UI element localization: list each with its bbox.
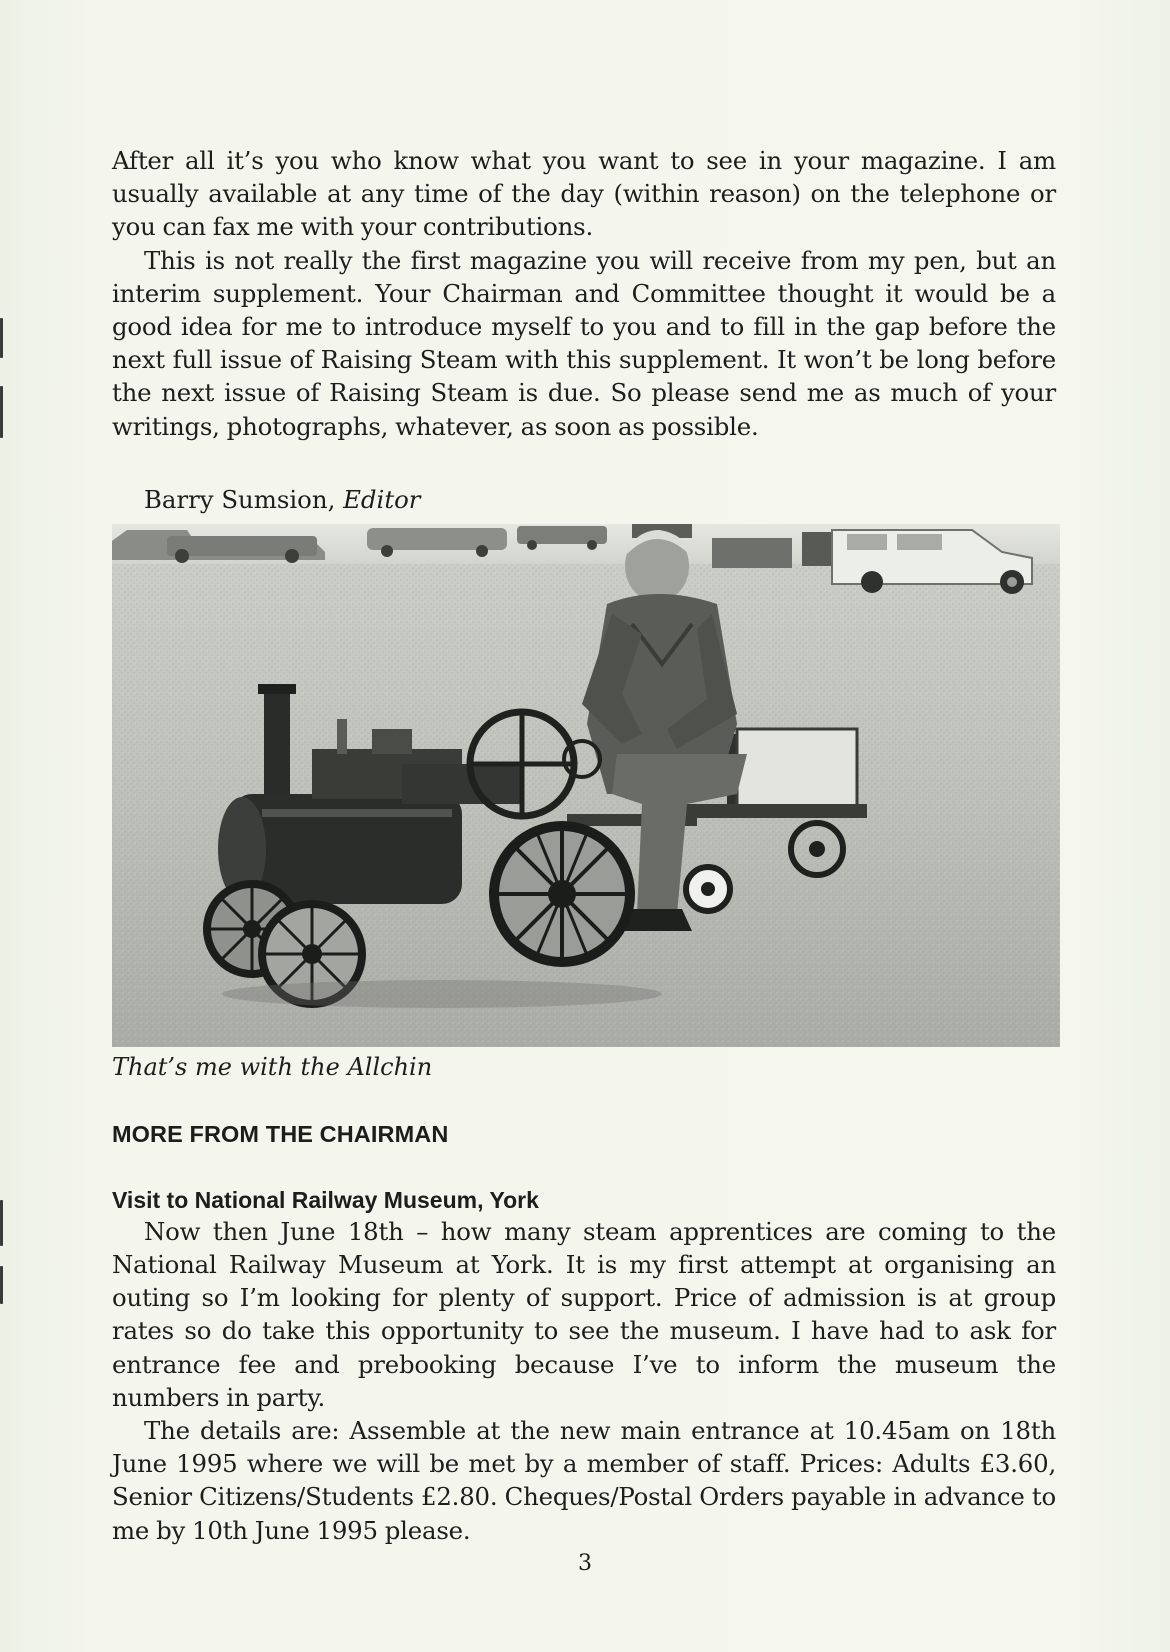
- body-paragraph: Now then June 18th – how many steam apprentices are coming to the National Railway Museum at York. It is my first attempt at organising an outing so I’m looking for plenty of support. Price of admission is at group rates so do take this opportunity to see the museum. I have had to ask for entrance fee and prebooking because I’ve to inform the museum the numbers in party.: [112, 1216, 1056, 1412]
- binding-mark: [0, 1266, 3, 1304]
- binding-mark: [0, 1200, 3, 1246]
- rear-wheel: [494, 826, 630, 962]
- intro-paragraph: After all it’s you who know what you want to see in your magazine. I am usually available at any time of the day (within reason) on the telephone or you can fax me with your contributions.: [112, 146, 1056, 242]
- editor-signature: [144, 483, 1056, 516]
- editor-name: Barry Sumsion,: [144, 484, 336, 514]
- page-content: [112, 144, 1056, 1547]
- traction-engine-photo: [112, 524, 1060, 1047]
- photo: [112, 524, 1060, 1047]
- intro-paragraph: This is not really the first magazine you will receive from my pen, but an interim supplement. Your Chairman and Committee thought it would be a good idea for me to introduce myself to you and to fill in the gap before the next full issue of Raising Steam with this supplement. It won’t be long before the next issue of Raising Steam is due. So please send me as much of your writings, photographs, whatever, as soon as possible.: [112, 245, 1056, 441]
- body-paragraph: The details are: Assemble at the new main entrance at 10.45am on 18th June 1995 where we will be met by a member of staff. Prices: Adults £3.60, Senior Citizens/Students £2.80. Cheques/Postal Orders payable in advance to me by 10th June 1995 please.: [112, 1416, 1056, 1545]
- section-heading: MORE FROM THE CHAIRMAN: [112, 1120, 449, 1147]
- page-number: 3: [578, 1551, 592, 1576]
- binding-mark: [0, 318, 3, 358]
- binding-mark: [0, 386, 3, 438]
- editor-role: Editor: [343, 484, 421, 514]
- sub-heading: Visit to National Railway Museum, York: [112, 1186, 539, 1213]
- photo-caption: That’s me with the Allchin: [112, 1052, 433, 1081]
